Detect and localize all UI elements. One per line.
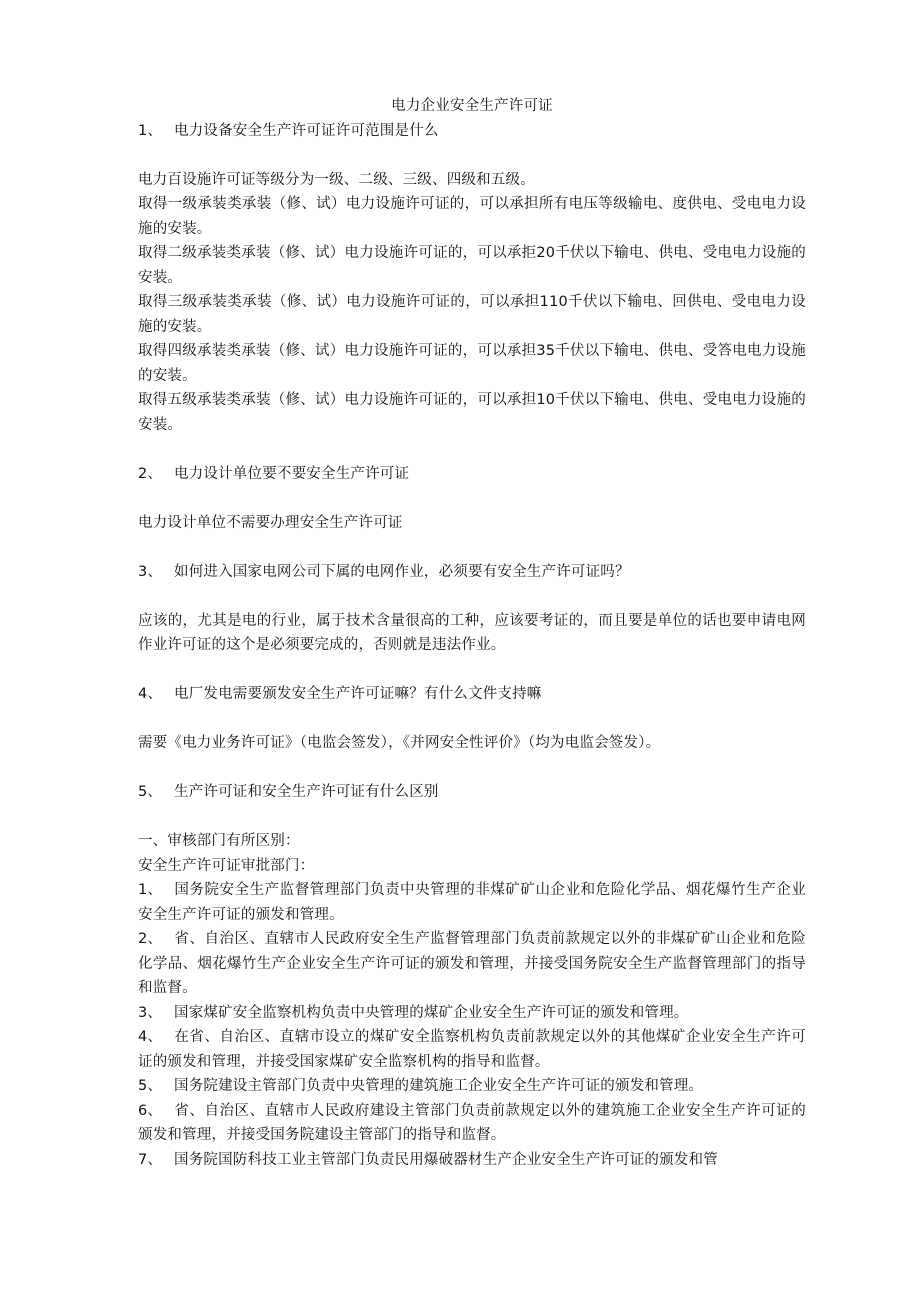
list-item-text: 省、自治区、直辖市人民政府安全生产监督管理部门负责前款规定以外的非煤矿矿山企业和危险化学品、烟花爆竹生产企业安全生产许可证的颁发和管理，并接受国务院安全生产监督管理部门的指导和监督。 — [138, 931, 806, 996]
list-item — [138, 1099, 806, 1148]
question-4 — [138, 682, 806, 707]
list-item — [138, 878, 806, 927]
question-2 — [138, 462, 806, 487]
question-number: 1、 — [138, 122, 163, 139]
answer-1-line: 取得二级承装类承装（修、试）电力设施许可证的，可以承拒20千伏以下输电、供电、受电电力设施的安装。 — [138, 245, 806, 286]
answer-2: 电力设计单位不需要办理安全生产许可证 — [138, 514, 403, 531]
list-item-text: 国务院国防科技工业主管部门负责民用爆破器材生产企业安全生产许可证的颁发和管 — [174, 1151, 718, 1168]
list-item — [138, 1001, 806, 1026]
list-item — [138, 1148, 806, 1173]
question-text: 电厂发电需要颁发安全生产许可证嘛？有什么文件支持嘛 — [174, 686, 542, 702]
list-item — [138, 1025, 806, 1074]
question-text: 生产许可证和安全生产许可证有什么区别 — [174, 784, 439, 800]
answer-4: 需要《电力业务许可证》（电监会签发），《并网安全性评价》（均为电监会签发）。 — [138, 735, 661, 751]
question-3 — [138, 560, 806, 585]
list-item — [138, 1074, 806, 1099]
list-item-number: 3、 — [138, 1004, 163, 1021]
list-item-text: 省、自治区、直辖市人民政府建设主管部门负责前款规定以外的建筑施工企业安全生产许可证的颁发和管理，并接受国务院建设主管部门的指导和监督。 — [138, 1102, 806, 1143]
answer-1-line: 取得一级承装类承装（修、试）电力设施许可证的，可以承担所有电压等级输电、度供电、受电电力设施的安装。 — [138, 196, 806, 237]
question-1 — [138, 119, 806, 144]
question-number: 3、 — [138, 563, 163, 580]
question-number: 2、 — [138, 465, 163, 482]
document-body — [138, 94, 806, 1172]
list-item-text: 国务院建设主管部门负责中央管理的建筑施工企业安全生产许可证的颁发和管理。 — [174, 1078, 704, 1094]
answer-5-subheading: 安全生产许可证审批部门： — [138, 857, 315, 874]
list-item-number: 7、 — [138, 1151, 163, 1168]
list-item-number: 1、 — [138, 882, 163, 898]
question-text: 如何进入国家电网公司下属的电网作业，必须要有安全生产许可证吗？ — [174, 563, 630, 580]
question-number: 4、 — [138, 686, 163, 702]
list-item-text: 在省、自治区、直辖市设立的煤矿安全监察机构负责前款规定以外的其他煤矿企业安全生产许可证的颁发和管理，并接受国家煤矿安全监察机构的指导和监督。 — [138, 1029, 806, 1070]
answer-1-line: 取得五级承装类承装（修、试）电力设施许可证的，可以承担10千伏以下输电、供电、受电电力设施的安装。 — [138, 392, 806, 433]
list-item-number: 6、 — [138, 1102, 163, 1119]
question-text: 电力设计单位要不要安全生产许可证 — [174, 465, 410, 482]
answer-1-line: 电力百设施许可证等级分为一级、二级、三级、四级和五级。 — [138, 171, 535, 188]
list-item-text: 国家煤矿安全监察机构负责中央管理的煤矿企业安全生产许可证的颁发和管理。 — [174, 1004, 689, 1021]
list-item-text: 国务院安全生产监督管理部门负责中央管理的非煤矿矿山企业和危险化学品、烟花爆竹生产企业安全生产许可证的颁发和管理。 — [138, 882, 806, 923]
answer-5-intro: 一、审核部门有所区别： — [138, 833, 300, 849]
list-item-number: 2、 — [138, 931, 163, 947]
list-item — [138, 927, 806, 1001]
question-number: 5、 — [138, 784, 163, 800]
answer-3: 应该的，尤其是电的行业，属于技术含量很高的工种，应该要考证的，而且要是单位的话也要申请电网作业许可证的这个是必须要完成的，否则就是违法作业。 — [138, 612, 806, 653]
answer-1-line: 取得三级承装类承装（修、试）电力设施许可证的，可以承担110千伏以下输电、回供电、受电电力设施的安装。 — [138, 294, 806, 335]
question-5 — [138, 780, 806, 805]
answer-1-line: 取得四级承装类承装（修、试）电力设施许可证的，可以承担35千伏以下输电、供电、受答电电力设施的安装。 — [138, 343, 806, 384]
list-item-number: 4、 — [138, 1029, 163, 1045]
question-text: 电力设备安全生产许可证许可范围是什么 — [174, 122, 439, 139]
list-item-number: 5、 — [138, 1078, 163, 1094]
page-title: 电力企业安全生产许可证 — [391, 98, 553, 114]
